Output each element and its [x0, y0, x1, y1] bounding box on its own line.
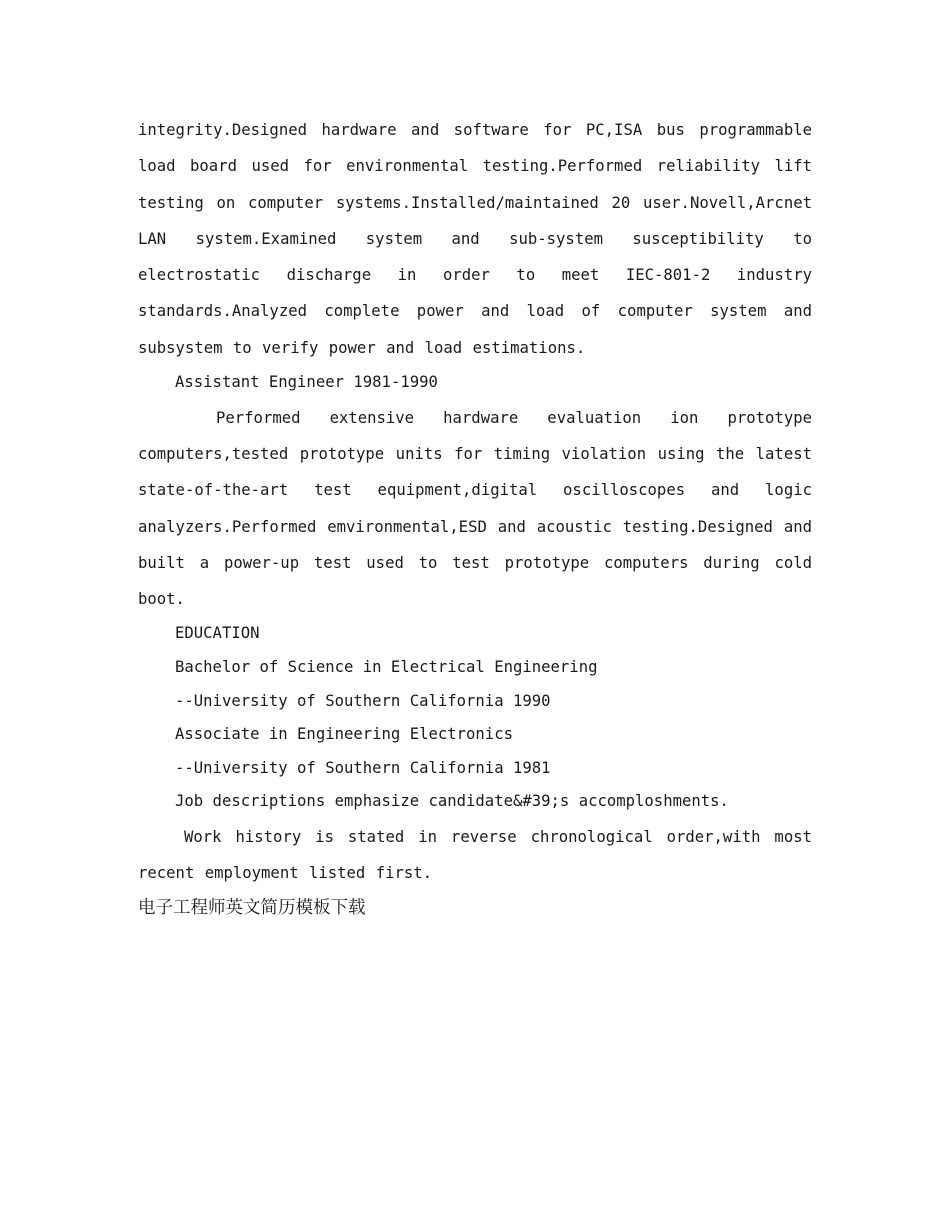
job-title: Assistant Engineer 1981-1990 — [175, 373, 438, 392]
job-description-paragraph: Performed extensive hardware evaluation ion prototype computers,tested prototype units for timing violation using the latest state-of-the-art test equipment,digital oscilloscopes and logic analyzers.Performed emvironmental,ESD and acoustic testing.Designed and built a power-up test used to test prototype computers during cold boot. — [138, 408, 812, 609]
note-accomplishments: Job descriptions emphasize candidate&#39;s accomploshments. — [175, 792, 729, 811]
experience-continuation-paragraph: integrity.Designed hardware and software for PC,ISA bus programmable load board used for environmental testing.Performed reliability lift testing on computer systems.Installed/maintained 20 user.Novell,Arcnet LAN system.Examined system and sub-system susceptibility to electrostatic discharge in order to meet IEC-801-2 industry standards.Analyzed complete power and load of computer system and subsystem to verify power and load estimations. — [138, 121, 812, 357]
resume-page — [138, 112, 812, 925]
education-heading: EDUCATION — [175, 624, 260, 643]
note-work-history: Work history is stated in reverse chronological order,with most recent employment listed first. — [138, 828, 812, 883]
school-associate: --University of Southern California 1981 — [175, 758, 551, 777]
school-bachelor: --University of Southern California 1990 — [175, 691, 551, 710]
footer-title: 电子工程师英文简历模板下载 — [138, 897, 366, 918]
degree-bachelor: Bachelor of Science in Electrical Engineering — [175, 658, 598, 677]
degree-associate: Associate in Engineering Electronics — [175, 725, 513, 744]
